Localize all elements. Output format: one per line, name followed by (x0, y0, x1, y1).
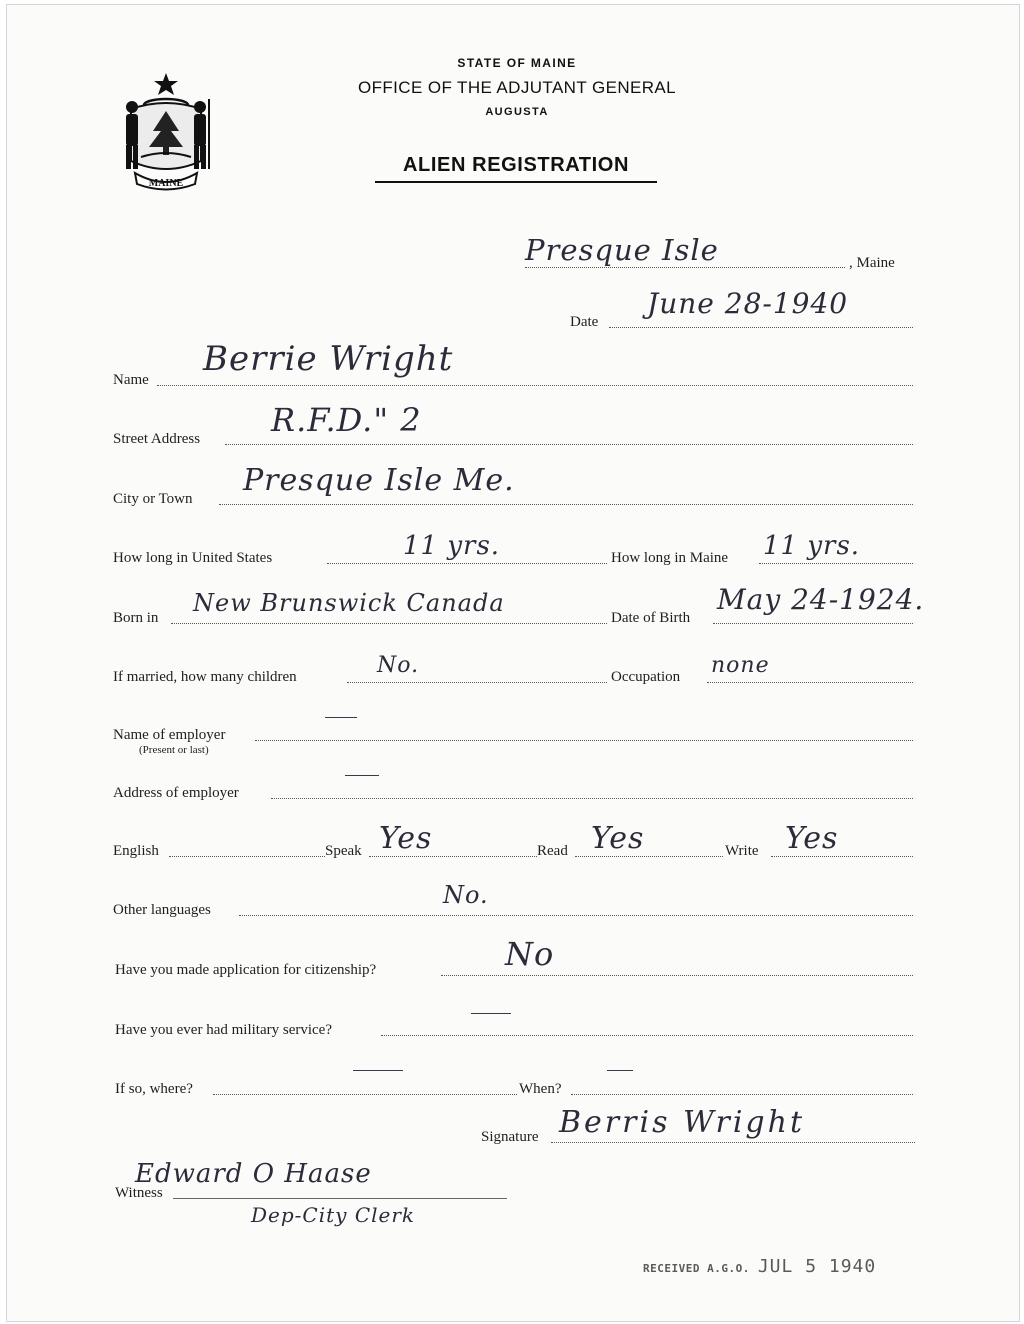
maine-duration-line (759, 563, 913, 564)
write-line (771, 856, 913, 857)
occupation-line (707, 682, 913, 683)
dob-value: May 24-1924. (717, 583, 925, 616)
header-state: STATE OF MAINE (457, 56, 577, 70)
place-suffix-label: , Maine (849, 255, 895, 271)
citizenship-label: Have you made application for citizenship? (115, 962, 377, 978)
signature-label: Signature (481, 1129, 539, 1145)
employer-label: Name of employer (113, 727, 226, 743)
us-duration-line (327, 563, 607, 564)
form-page (6, 4, 1020, 1322)
born-line (171, 623, 607, 624)
where-label: If so, where? (115, 1081, 193, 1097)
read-label: Read (537, 843, 568, 859)
speak-label: Speak (325, 843, 362, 859)
employer-note: (Present or last) (139, 744, 209, 756)
children-line (347, 682, 607, 683)
name-value: Berrie Wright (203, 339, 454, 379)
stamp-received-text: RECEIVED A.G.O. (643, 1262, 750, 1275)
military-label: Have you ever had military service? (115, 1022, 332, 1038)
stamp-date-text: JUL 5 1940 (757, 1256, 877, 1277)
form-title: ALIEN REGISTRATION (375, 154, 657, 183)
witness-title: Dep-City Clerk (251, 1203, 416, 1227)
received-stamp (643, 1256, 876, 1277)
other-languages-value: No. (443, 881, 489, 909)
occupation-value: none (711, 653, 770, 678)
employer-address-dash (345, 775, 379, 776)
signature-value: Berris Wright (559, 1105, 806, 1140)
where-dash (353, 1070, 403, 1071)
city-label: City or Town (113, 491, 193, 507)
witness-label: Witness (115, 1185, 163, 1201)
write-value: Yes (785, 821, 839, 856)
date-line (609, 327, 913, 328)
speak-line (369, 856, 537, 857)
us-duration-label: How long in United States (113, 550, 273, 566)
where-line (213, 1094, 517, 1095)
employer-dash (325, 717, 357, 718)
read-line (575, 856, 723, 857)
military-line (381, 1035, 913, 1036)
witness-signature: Edward O Haase (135, 1159, 372, 1189)
place-line (525, 267, 845, 268)
name-label: Name (113, 372, 149, 388)
english-line (169, 856, 325, 857)
citizenship-value: No (505, 935, 555, 973)
children-label: If married, how many children (113, 669, 297, 685)
military-dash (471, 1013, 511, 1014)
when-line (571, 1094, 913, 1095)
dob-line (713, 623, 913, 624)
street-line (225, 444, 913, 445)
street-value: R.F.D." 2 (271, 401, 422, 439)
other-languages-label: Other languages (113, 902, 211, 918)
employer-line (255, 740, 913, 741)
city-value: Presque Isle Me. (243, 463, 515, 498)
employer-address-label: Address of employer (113, 785, 239, 801)
english-label: English (113, 843, 159, 859)
occupation-label: Occupation (611, 669, 681, 685)
dob-label: Date of Birth (611, 610, 691, 626)
date-label: Date (570, 314, 599, 330)
maine-duration-label: How long in Maine (611, 550, 729, 566)
header-city: AUGUSTA (485, 106, 549, 118)
citizenship-line (441, 975, 913, 976)
read-value: Yes (591, 821, 645, 856)
city-line (219, 504, 913, 505)
employer-address-line (271, 798, 913, 799)
when-label: When? (519, 1081, 562, 1097)
name-line (157, 385, 913, 386)
when-dash (607, 1070, 633, 1071)
maine-state-seal-icon (115, 69, 217, 195)
born-label: Born in (113, 610, 159, 626)
date-value: June 28-1940 (647, 287, 849, 320)
speak-value: Yes (379, 821, 433, 856)
signature-line (551, 1142, 915, 1143)
born-value: New Brunswick Canada (193, 589, 505, 617)
seal-text: MAINE (148, 178, 184, 189)
write-label: Write (725, 843, 759, 859)
other-languages-line (239, 915, 913, 916)
witness-line (173, 1198, 507, 1199)
street-label: Street Address (113, 431, 201, 447)
header-office: OFFICE OF THE ADJUTANT GENERAL (357, 78, 677, 97)
children-value: No. (377, 653, 420, 678)
us-duration-value: 11 yrs. (403, 531, 501, 561)
maine-duration-value: 11 yrs. (763, 531, 861, 561)
place-value: Presque Isle (525, 233, 719, 267)
